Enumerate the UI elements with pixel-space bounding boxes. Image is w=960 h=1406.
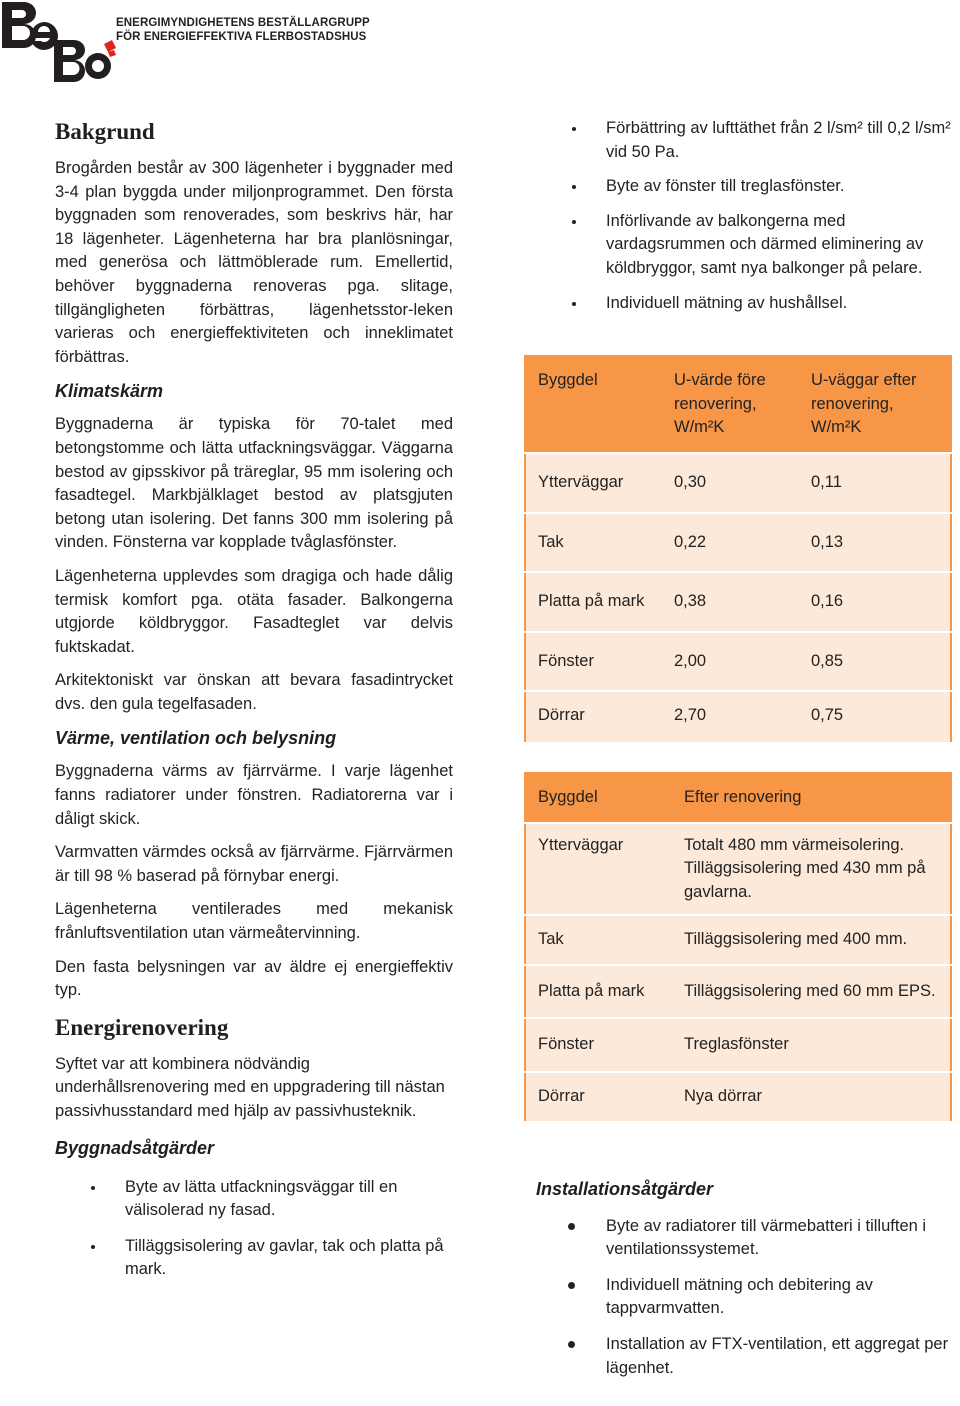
list-item-text: Införlivande av balkongerna med vardagsrummen och därmed eliminering av köldbryggor, samt nya balkonger på pelare. bbox=[606, 211, 924, 277]
table-cell: Fönster bbox=[525, 632, 662, 692]
list-item-text: Byte av radiatorer till värmebatteri i tilluften i ventilationssystemet. bbox=[606, 1216, 927, 1259]
varme-paragraph-1: Byggnaderna värms av fjärrvärme. I varje lägenhet fanns radiatorer under fönstren. Radiatorerna var i dåligt skick. bbox=[55, 762, 453, 828]
klimatskarm-paragraph-2: Lägenheterna upplevdes som dragiga och hade dålig termisk komfort pga. otäta fasader. Balkongerna utgjorde köldbryggor. Fasadteglet var delvis fuktskadat. bbox=[55, 566, 453, 656]
klimatskarm-heading: Klimatskärm bbox=[55, 381, 164, 402]
table-row bbox=[525, 691, 951, 743]
table-header-cell: Byggdel bbox=[525, 773, 672, 823]
table-row bbox=[525, 915, 951, 965]
list-item-text: Byte av fönster till treglasfönster. bbox=[606, 177, 845, 196]
bullet-icon bbox=[91, 1245, 95, 1249]
table-cell: 2,00 bbox=[662, 632, 799, 692]
table-row bbox=[525, 1018, 951, 1072]
table-row bbox=[525, 632, 951, 692]
list-item-text: Byte av lätta utfackningsväggar till en välisolerad ny fasad. bbox=[125, 1177, 398, 1220]
top-measures-list bbox=[524, 117, 952, 315]
table-cell: 2,70 bbox=[662, 691, 799, 743]
after-renovation-table bbox=[524, 772, 952, 1123]
list-item bbox=[524, 210, 952, 281]
table-cell: Tilläggsisolering med 400 mm. bbox=[672, 915, 951, 965]
installationsatgarder-list bbox=[524, 1215, 952, 1381]
list-item bbox=[524, 292, 952, 316]
list-item bbox=[524, 1274, 952, 1321]
table-row bbox=[525, 823, 951, 916]
table-row bbox=[525, 572, 951, 632]
bullet-icon bbox=[568, 1341, 575, 1348]
installationsatgarder-heading: Installationsåtgärder bbox=[536, 1178, 714, 1199]
table-cell: Platta på mark bbox=[525, 572, 662, 632]
list-item bbox=[524, 1333, 952, 1380]
bullet-icon bbox=[572, 185, 576, 189]
bakgrund-text: Brogården består av 300 lägenheter i byggnader med 3-4 plan byggda under miljonprogrammet. Den första byggnaden som renoverades, som beskrivs här, har 18 lägenheter. Lägenheterna har bra planlösningar, med generösa och lättmöblerade rum. Emellertid, behöver byggnaderna renoveras pga. slitage, tillgängligheten förbättras, lägenhetsstor-leken varieras och energieffektiviteten och inneklimatet förbättras. bbox=[55, 159, 453, 366]
varme-paragraph-3: Lägenheterna ventilerades med mekanisk frånluftsventilation utan värmeåtervinning. bbox=[55, 900, 453, 943]
bakgrund-heading: Bakgrund bbox=[55, 119, 155, 144]
table-cell: Dörrar bbox=[525, 1072, 672, 1122]
bullet-icon bbox=[91, 1186, 95, 1190]
org-line-2: FÖR ENERGIEFFEKTIVA FLERBOSTADSHUS bbox=[116, 31, 367, 43]
table-cell: 0,38 bbox=[662, 572, 799, 632]
table-header-cell: U-värde före renovering, W/m²K bbox=[662, 356, 799, 453]
list-item bbox=[524, 1215, 952, 1262]
energirenovering-text: Syftet var att kombinera nödvändig underhållsrenovering med en uppgradering till nästan passivhusstandard med hjälp av passivhusteknik. bbox=[55, 1054, 445, 1120]
byggnadsatgarder-heading: Byggnadsåtgärder bbox=[55, 1137, 215, 1158]
table-cell: Tilläggsisolering med 60 mm EPS. bbox=[672, 965, 951, 1019]
table-header-row bbox=[525, 773, 951, 823]
byggnadsatgarder-list bbox=[0, 1176, 453, 1282]
list-item-text: Individuell mätning och debitering av tappvarmvatten. bbox=[606, 1275, 873, 1318]
list-item bbox=[0, 1176, 453, 1223]
table-cell: 0,13 bbox=[799, 513, 951, 573]
table-cell: 0,16 bbox=[799, 572, 951, 632]
u-value-table bbox=[524, 355, 952, 744]
table-cell: Tak bbox=[525, 915, 672, 965]
list-item bbox=[524, 117, 952, 164]
table-row bbox=[525, 513, 951, 573]
bullet-icon bbox=[572, 127, 576, 131]
table-cell: 0,30 bbox=[662, 453, 799, 513]
table-cell: 0,85 bbox=[799, 632, 951, 692]
list-item bbox=[524, 175, 952, 199]
table-cell: Treglasfönster bbox=[672, 1018, 951, 1072]
klimatskarm-paragraph-3: Arkitektoniskt var önskan att bevara fasadintrycket dvs. den gula tegelfasaden. bbox=[55, 671, 453, 713]
left-column bbox=[55, 112, 453, 1282]
bullet-icon bbox=[572, 302, 576, 306]
table-row bbox=[525, 453, 951, 513]
bullet-icon bbox=[568, 1282, 575, 1289]
table-row bbox=[525, 965, 951, 1019]
table-header-cell: Byggdel bbox=[525, 356, 662, 453]
table-header-cell: U-väggar efter renovering, W/m²K bbox=[799, 356, 951, 453]
org-line-1: ENERGIMYNDIGHETENS BESTÄLLARGRUPP bbox=[116, 17, 370, 29]
right-column bbox=[524, 112, 952, 1380]
table-cell: Fönster bbox=[525, 1018, 672, 1072]
table-cell: Ytterväggar bbox=[525, 823, 672, 916]
table-row bbox=[525, 1072, 951, 1122]
bullet-icon bbox=[568, 1223, 575, 1230]
table-cell: Ytterväggar bbox=[525, 453, 662, 513]
table-cell: 0,22 bbox=[662, 513, 799, 573]
varme-heading: Värme, ventilation och belysning bbox=[55, 728, 337, 749]
table-cell: 0,11 bbox=[799, 453, 951, 513]
table-cell: Tak bbox=[525, 513, 662, 573]
org-name bbox=[116, 16, 370, 44]
list-item-text: Individuell mätning av hushållsel. bbox=[606, 293, 848, 312]
list-item-text: Tilläggsisolering av gavlar, tak och platta på mark. bbox=[125, 1236, 444, 1279]
energirenovering-heading: Energirenovering bbox=[55, 1014, 229, 1040]
table-cell: 0,75 bbox=[799, 691, 951, 743]
table-cell: Nya dörrar bbox=[672, 1072, 951, 1122]
table-cell: Platta på mark bbox=[525, 965, 672, 1019]
varme-paragraph-4: Den fasta belysningen var av äldre ej energieffektiv typ. bbox=[55, 957, 453, 1000]
bebo-logo bbox=[0, 0, 120, 82]
table-cell: Totalt 480 mm värmeisolering. Tilläggsisolering med 430 mm på gavlarna. bbox=[672, 823, 951, 916]
list-item bbox=[0, 1235, 453, 1282]
list-item-text: Förbättring av lufttäthet från 2 l/sm² till 0,2 l/sm² vid 50 Pa. bbox=[606, 119, 951, 161]
table-header-row bbox=[525, 356, 951, 453]
klimatskarm-paragraph-1: Byggnaderna är typiska för 70-talet med betongstomme och lätta utfackningsväggar. Väggarna bestod av gipsskivor på träreglar, 95 mm isolering och fasadtegel. Markbjälklaget bestod av platsgjuten betong utan isolering. Det fanns 300 mm isolering på vinden. Fönsterna var kopplade tvåglasfönster. bbox=[55, 415, 453, 552]
table-header-cell: Efter renovering bbox=[672, 773, 951, 823]
table-cell: Dörrar bbox=[525, 691, 662, 743]
varme-paragraph-2: Varmvatten värmdes också av fjärrvärme. Fjärrvärmen är till 98 % baserad på förnybar energi. bbox=[55, 843, 453, 885]
bullet-icon bbox=[572, 220, 576, 224]
list-item-text: Installation av FTX-ventilation, ett aggregat per lägenhet. bbox=[606, 1335, 949, 1377]
